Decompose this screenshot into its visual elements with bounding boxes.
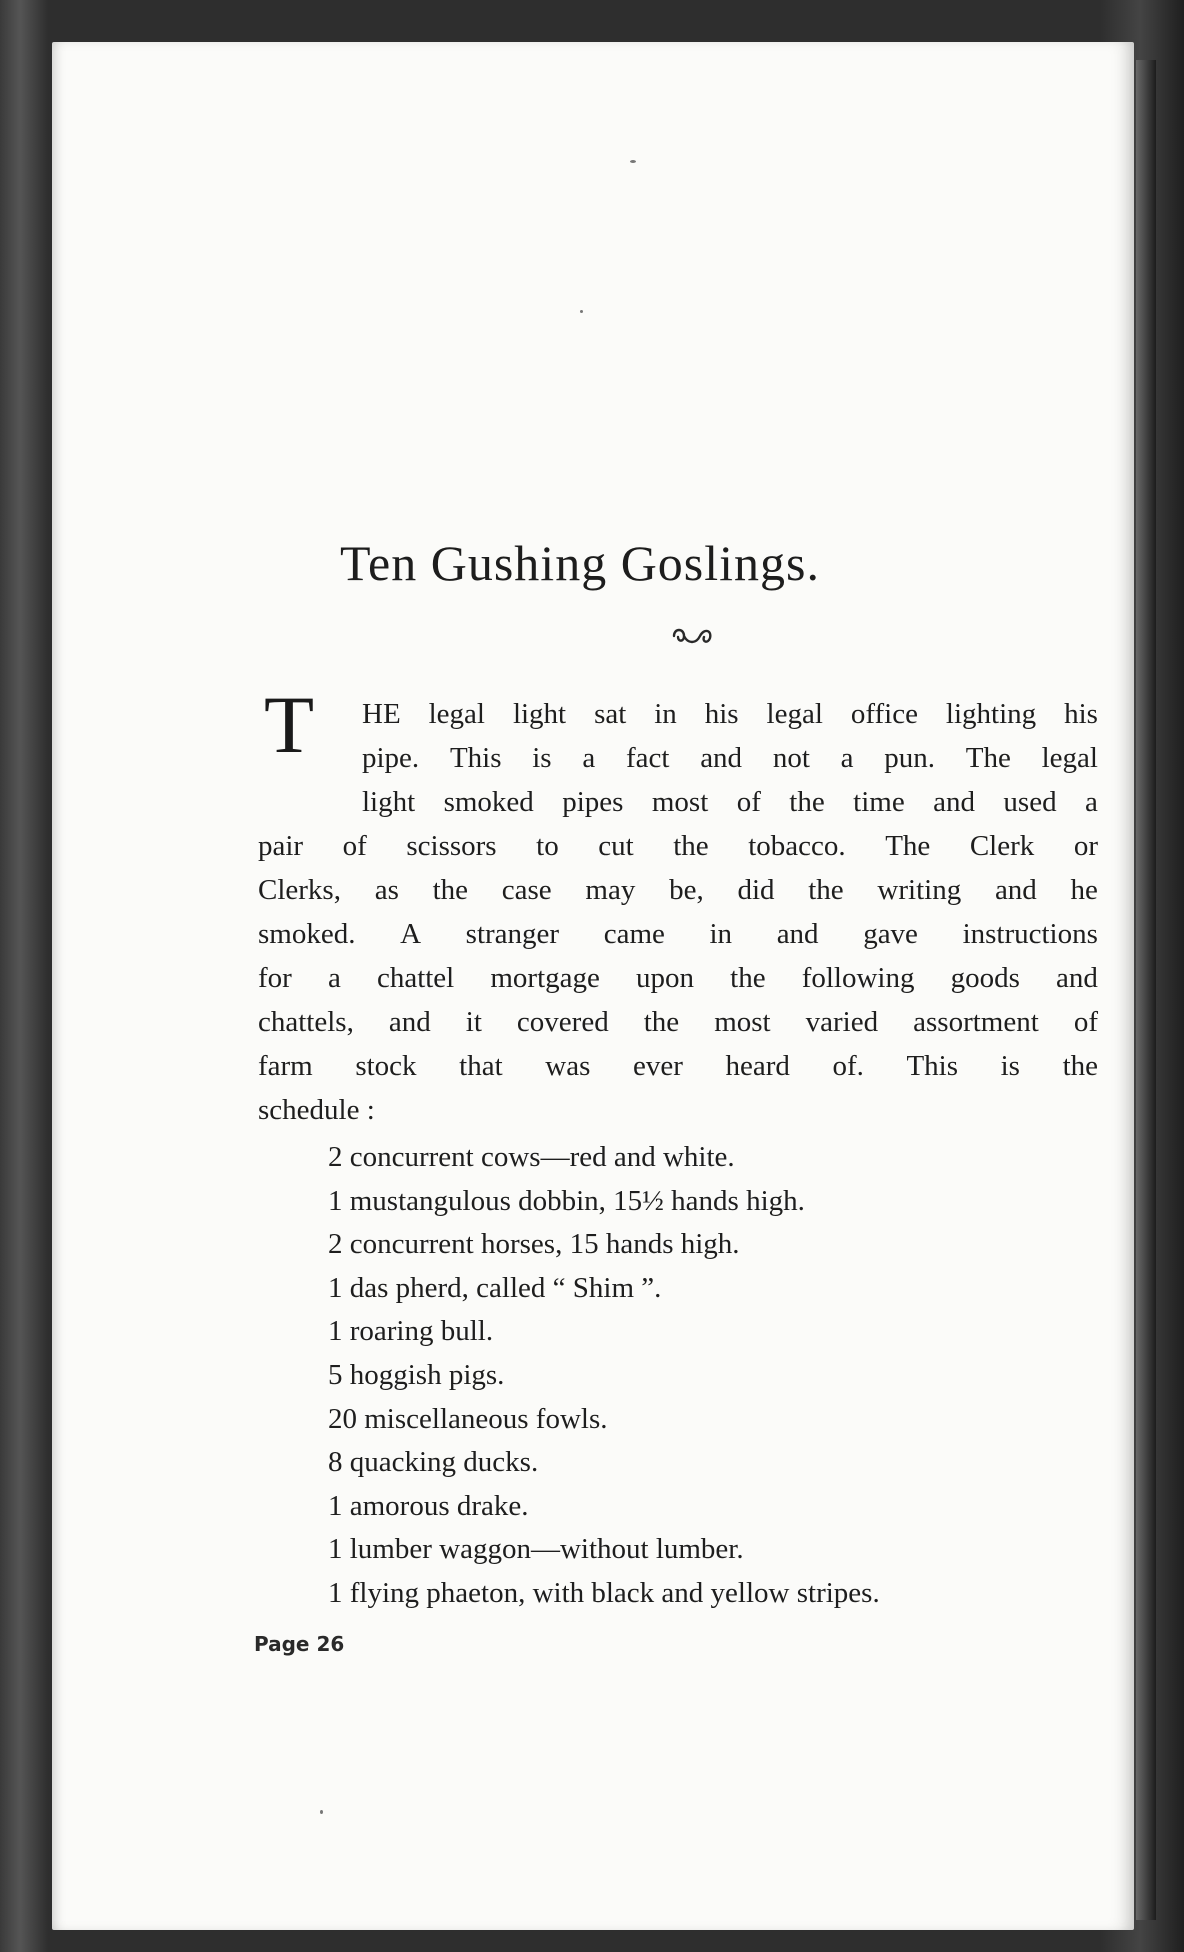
- paper-speck: [630, 160, 636, 163]
- paragraph-word: assortment: [913, 1006, 1039, 1038]
- schedule-item: 8 quacking ducks.: [328, 1446, 539, 1479]
- paragraph-word: upon: [636, 962, 695, 994]
- paragraph-word: a: [840, 742, 854, 774]
- paragraph-word: chattel: [376, 962, 455, 994]
- paragraph-word: of.: [832, 1050, 864, 1082]
- paragraph-word: legal: [766, 698, 823, 730]
- paragraph-word: fact: [625, 742, 670, 774]
- paragraph-body: [258, 692, 1098, 1132]
- paragraph-word: HE: [362, 698, 401, 730]
- schedule-item: 1 roaring bull.: [328, 1315, 494, 1348]
- paragraph-word: to: [536, 830, 559, 862]
- schedule-item: 2 concurrent cows—red and white.: [328, 1141, 735, 1173]
- paragraph-word: goods: [950, 962, 1020, 994]
- paragraph-word: light: [362, 786, 416, 818]
- paragraph-word: pun.: [884, 742, 935, 774]
- paragraph-word: sat: [594, 698, 627, 730]
- page-number: Page 26: [254, 1632, 345, 1656]
- paragraph-word: time: [853, 786, 905, 818]
- paragraph-word: is: [1000, 1050, 1020, 1082]
- paragraph-word: gave: [863, 918, 918, 950]
- paragraph-word: farm: [258, 1050, 313, 1082]
- paragraph-word: stock: [355, 1050, 417, 1082]
- paragraph-word: and: [1056, 962, 1098, 994]
- book-spine: [1136, 60, 1156, 1920]
- paragraph-word: light: [512, 698, 567, 730]
- paragraph-word: of: [736, 786, 761, 818]
- paragraph-word: ever: [632, 1050, 683, 1082]
- paragraph-word: the: [789, 786, 825, 818]
- paragraph-word: it: [465, 1006, 482, 1038]
- schedule-item: 20 miscellaneous fowls.: [328, 1402, 608, 1435]
- paragraph-word: office: [850, 698, 918, 730]
- paragraph-line: [258, 824, 1098, 868]
- paragraph-word: lighting: [945, 698, 1037, 730]
- paragraph-word: pipes: [562, 786, 624, 818]
- paragraph-line: [258, 736, 1098, 780]
- paragraph-line: [258, 1000, 1098, 1044]
- paragraph-word: a: [327, 962, 341, 994]
- paragraph-word: a: [1085, 786, 1098, 818]
- paragraph-word: not: [772, 742, 810, 774]
- paragraph-word: smoked: [443, 786, 534, 818]
- paragraph-word: This: [906, 1050, 959, 1082]
- paragraph-word: the: [808, 874, 844, 906]
- chapter-title: Ten Gushing Goslings.: [340, 535, 821, 591]
- paragraph-word: is: [532, 742, 552, 774]
- paragraph-line: [258, 780, 1098, 824]
- fleuron-ornament-icon: [670, 622, 714, 650]
- paragraph-word: legal: [428, 698, 485, 730]
- paragraph-word: following: [801, 962, 915, 994]
- paragraph-word: varied: [805, 1006, 879, 1038]
- paragraph-word: the: [1062, 1050, 1098, 1082]
- paragraph-word: for: [258, 962, 292, 994]
- paragraph-word: heard: [725, 1050, 790, 1082]
- paragraph-word: may: [585, 874, 636, 906]
- paragraph-word: his: [1064, 698, 1098, 730]
- paragraph-word: his: [704, 698, 739, 730]
- paragraph-line: [258, 912, 1098, 956]
- paragraph-word: writing: [877, 874, 962, 906]
- paragraph-word: Clerk: [969, 830, 1035, 862]
- paragraph-word: instructions: [962, 918, 1098, 950]
- paragraph-word: was: [545, 1050, 591, 1082]
- paragraph-word: the: [730, 962, 766, 994]
- paragraph-word: pair: [258, 830, 304, 862]
- schedule-item: 1 flying phaeton, with black and yellow stripes.: [328, 1576, 880, 1609]
- paragraph-word: and: [994, 874, 1037, 906]
- paragraph-word: cut: [598, 830, 634, 862]
- paragraph-line: [258, 956, 1098, 1000]
- paragraph-word: did: [737, 874, 775, 906]
- paragraph-word: and: [388, 1006, 431, 1038]
- paragraph-word: Clerks,: [258, 874, 341, 906]
- paragraph-word: mortgage: [490, 962, 600, 994]
- paragraph-line: [258, 692, 1098, 736]
- paragraph-word: case: [501, 874, 552, 906]
- paragraph-word: the: [432, 874, 469, 906]
- paragraph-word: of: [1073, 1006, 1098, 1038]
- paragraph-word: and: [933, 786, 975, 818]
- paragraph-word: that: [459, 1050, 503, 1082]
- paper-speck: [580, 310, 583, 313]
- paragraph-word: a: [582, 742, 596, 774]
- paragraph-line: [258, 1044, 1098, 1088]
- paper-speck: [320, 1810, 323, 1814]
- paragraph-word: most: [651, 786, 709, 818]
- paragraph-word: The: [885, 830, 931, 862]
- schedule-item: 5 hoggish pigs.: [328, 1358, 505, 1391]
- paragraph-word: The: [965, 742, 1011, 774]
- schedule-item: 1 lumber waggon—without lumber.: [328, 1533, 744, 1566]
- paragraph-word: be,: [669, 874, 704, 906]
- paragraph-word: in: [654, 698, 677, 730]
- paragraph-word: A: [400, 918, 422, 950]
- schedule-item: 2 concurrent horses, 15 hands high.: [328, 1228, 740, 1261]
- paragraph-word: smoked.: [258, 918, 356, 950]
- paragraph-word: he: [1070, 874, 1098, 906]
- schedule-item: 1 amorous drake.: [328, 1489, 529, 1522]
- paragraph-word: stranger: [465, 918, 560, 950]
- paragraph-line: [258, 1088, 1098, 1132]
- paragraph-word: chattels,: [258, 1006, 354, 1038]
- paragraph-word: and: [700, 742, 743, 774]
- paragraph-word: legal: [1041, 742, 1098, 774]
- paragraph-word: as: [374, 874, 399, 906]
- paragraph-word: in: [709, 918, 733, 950]
- paragraph-word: tobacco.: [748, 830, 846, 862]
- paragraph-word: schedule :: [258, 1094, 375, 1126]
- drop-cap: T: [264, 679, 315, 770]
- paragraph-word: scissors: [406, 830, 497, 862]
- paragraph-word: covered: [516, 1006, 609, 1038]
- paragraph-word: pipe.: [362, 742, 420, 774]
- paragraph-word: or: [1073, 830, 1098, 862]
- schedule-item: 1 mustangulous dobbin, 15½ hands high.: [328, 1184, 805, 1217]
- paragraph-word: most: [714, 1006, 771, 1038]
- paragraph-word: used: [1003, 786, 1057, 818]
- paragraph-word: and: [776, 918, 819, 950]
- paragraph-word: the: [643, 1006, 680, 1038]
- paragraph-word: of: [342, 830, 367, 862]
- paragraph-word: the: [673, 830, 709, 862]
- schedule-list: [328, 1136, 1108, 1616]
- paragraph-word: came: [603, 918, 665, 950]
- paragraph-line: [258, 868, 1098, 912]
- paragraph-word: This: [449, 742, 502, 774]
- schedule-item: 1 das pherd, called “ Shim ”.: [328, 1271, 662, 1304]
